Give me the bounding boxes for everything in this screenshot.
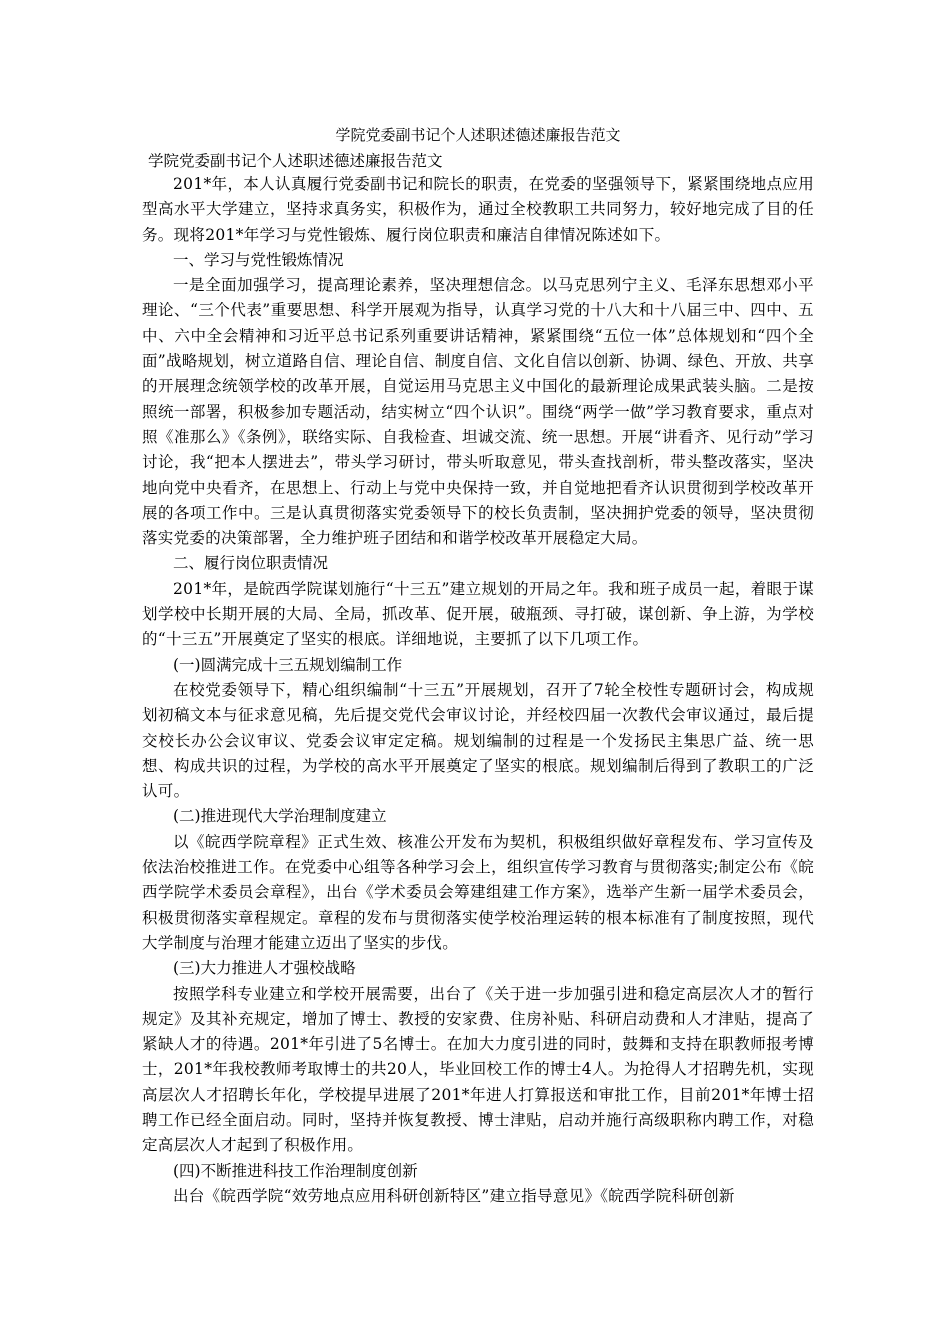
subsection-2-paragraph: 以《皖西学院章程》正式生效、核准公开发布为契机，积极组织做好章程发布、学习宣传及依法治校推进工作。在党委中心组等各种学习会上，组织宣传学习教育与贯彻落实;制定公布《皖西学院学术委员会章程》，出台《学术委员会筹建组建工作方案》，选举产生新一届学术委员会，积极贯彻落实章程规定。章程的发布与贯彻落实使学校治理运转的根本标准有了制度按照，现代大学制度与治理才能建立迈出了坚实的步伐。: [142, 832, 814, 952]
section-2-paragraph: 201*年，是皖西学院谋划施行“十三五”建立规划的开局之年。我和班子成员一起，着眼于谋划学校中长期开展的大局、全局，抓改革、促开展，破瓶颈、寻打破，谋创新、争上游，为学校的“十三五”开展奠定了坚实的根底。详细地说，主要抓了以下几项工作。: [142, 579, 814, 649]
subsection-2-heading: (二)推进现代大学治理制度建立: [173, 807, 387, 826]
subsection-3-heading: (三)大力推进人才强校战略: [173, 959, 356, 978]
section-2-heading: 二、履行岗位职责情况: [173, 554, 329, 573]
document-page: [142, 124, 814, 1209]
document-title: 学院党委副书记个人述职述德述廉报告范文: [335, 126, 621, 144]
document-subtitle: 学院党委副书记个人述职述德述廉报告范文: [148, 152, 443, 170]
section-1-heading: 一、学习与党性锻炼情况: [173, 250, 344, 269]
subsection-3-paragraph: 按照学科专业建立和学校开展需要，出台了《关于进一步加强引进和稳定高层次人才的暂行规定》及其补充规定，增加了博士、教授的安家费、住房补贴、科研启动费和人才津贴，提高了紧缺人才的待遇。201*年引进了5名博士。在加大力度引进的同时，鼓舞和支持在职教师报考博士，201*年我校教师考取博士的共20人，毕业回校工作的博士4人。为抢得人才招聘先机，实现高层次人才招聘长年化，学校提早进展了201*年进人打算报送和审批工作，目前201*年博士招聘工作已经全面启动。同时，坚持并恢复教授、博士津贴，启动并施行高级职称内聘工作，对稳定高层次人才起到了积极作用。: [142, 984, 814, 1155]
subsection-1-heading: (一)圆满完成十三五规划编制工作: [173, 655, 403, 674]
section-1-paragraph: 一是全面加强学习，提高理论素养，坚决理想信念。以马克思列宁主义、毛泽东思想邓小平理论、“三个代表”重要思想、科学开展观为指导，认真学习党的十八大和十八届三中、四中、五中、六中全会精神和习近平总书记系列重要讲话精神，紧紧围绕“五位一体”总体规划和“四个全面”战略规划，树立道路自信、理论自信、制度自信、文化自信以创新、协调、绿色、开放、共享的开展理念统领学校的改革开展，自觉运用马克思主义中国化的最新理论成果武装头脑。二是按照统一部署，积极参加专题活动，结实树立“四个认识”。围绕“两学一做”学习教育要求，重点对照《准那么》《条例》，联络实际、自我检查、坦诚交流、统一思想。开展“讲看齐、见行动”学习讨论，我“把本人摆进去”，带头学习研讨，带头听取意见，带头查找剖析，带头整改落实，坚决地向党中央看齐，在思想上、行动上与党中央保持一致，并自觉地把看齐认识贯彻到学校改革开展的各项工作中。三是认真贯彻落实党委领导下的校长负责制，坚决拥护党委的领导，坚决贯彻落实党委的决策部署，全力维护班子团结和和谐学校改革开展稳定大局。: [142, 276, 814, 548]
subsection-4-paragraph: 出台《皖西学院“效劳地点应用科研创新特区”建立指导意见》《皖西学院科研创新: [173, 1186, 735, 1205]
subsection-4-heading: (四)不断推进科技工作治理制度创新: [173, 1161, 418, 1180]
intro-paragraph: 201*年，本人认真履行党委副书记和院长的职责，在党委的坚强领导下，紧紧围绕地点应用型高水平大学建立，坚持求真务实，积极作为，通过全校教职工共同努力，较好地完成了目的任务。现将201*年学习与党性锻炼、履行岗位职责和廉洁自律情况陈述如下。: [142, 175, 814, 244]
subsection-1-paragraph: 在校党委领导下，精心组织编制“十三五”开展规划，召开了7轮全校性专题研讨会，构成规划初稿文本与征求意见稿，先后提交党代会审议讨论，并经校四届一次教代会审议通过，最后提交校长办公会议审议、党委会议审定定稿。规划编制的过程是一个发扬民主集思广益、统一思想、构成共识的过程，为学校的高水平开展奠定了坚实的根底。规划编制后得到了教职工的广泛认可。: [142, 680, 814, 801]
